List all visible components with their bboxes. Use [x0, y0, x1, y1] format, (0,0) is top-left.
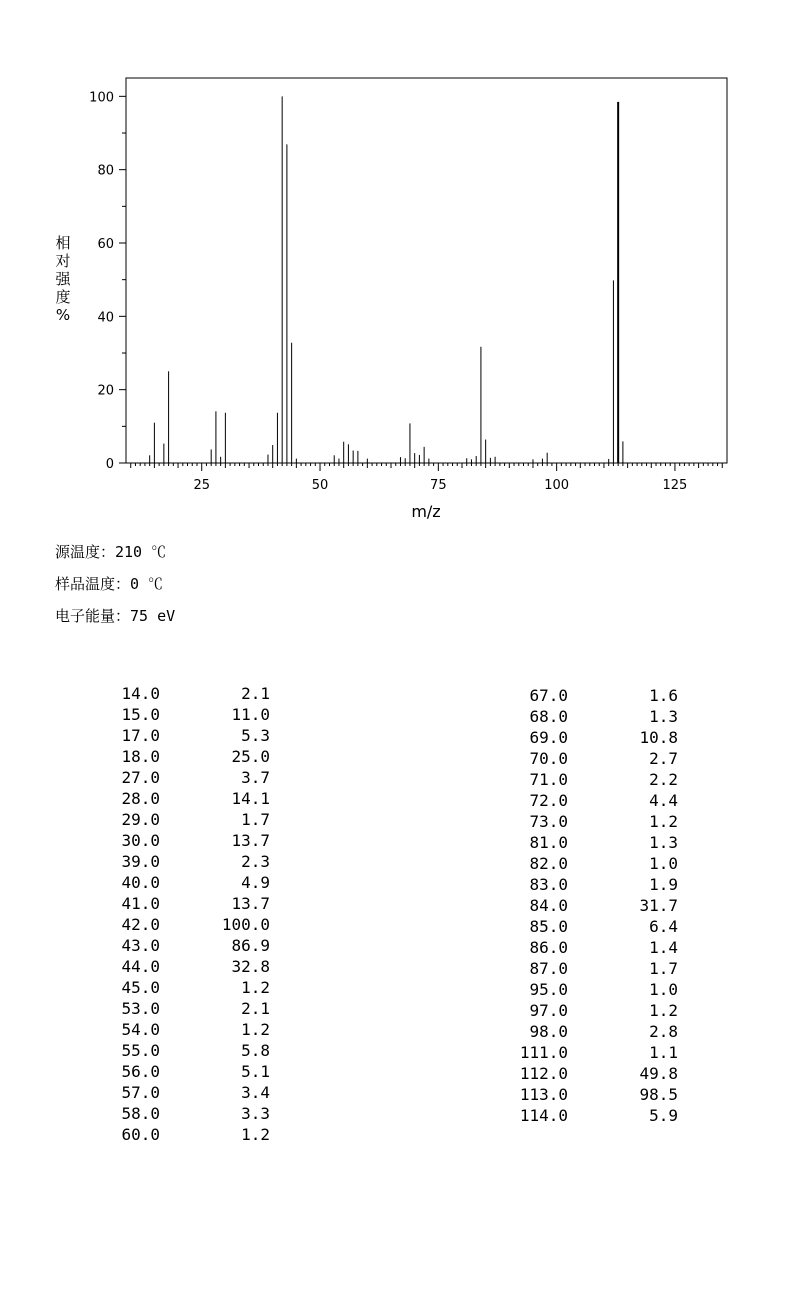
peak-bars [150, 96, 623, 463]
table-row [110, 767, 270, 788]
table-row [110, 746, 270, 767]
intensity-value: 13.7 [231, 894, 270, 913]
intensity-value: 1.2 [241, 1125, 270, 1144]
mz-value: 29.0 [121, 810, 160, 829]
intensity-value: 32.8 [231, 957, 270, 976]
intensity-value: 86.9 [231, 936, 270, 955]
mz-value: 54.0 [121, 1020, 160, 1039]
table-row [110, 893, 270, 914]
table-row [110, 1061, 270, 1082]
intensity-value: 3.7 [241, 768, 270, 787]
mz-value: 57.0 [121, 1083, 160, 1102]
mz-value: 28.0 [121, 789, 160, 808]
mz-value: 44.0 [121, 957, 160, 976]
mz-value: 71.0 [529, 770, 568, 789]
table-row [110, 956, 270, 977]
table-row [110, 1124, 270, 1145]
y-axis-label-char: % [55, 306, 71, 324]
mz-value: 73.0 [529, 812, 568, 831]
y-axis-label-char: 强 [55, 270, 71, 288]
source-temperature: 源温度：210 ℃ [55, 543, 167, 561]
intensity-value: 4.9 [241, 873, 270, 892]
intensity-value: 10.8 [639, 728, 678, 747]
intensity-value: 2.2 [649, 770, 678, 789]
intensity-value: 5.9 [649, 1106, 678, 1125]
y-axis-label [55, 234, 71, 324]
mz-value: 84.0 [529, 896, 568, 915]
intensity-value: 2.7 [649, 749, 678, 768]
table-row [110, 830, 270, 851]
mz-value: 113.0 [519, 1085, 568, 1104]
x-tick-label: 125 [662, 478, 688, 493]
table-row [110, 683, 270, 704]
y-tick-label: 100 [89, 90, 114, 106]
y-axis-label-char: 对 [55, 252, 71, 270]
table-row [110, 851, 270, 872]
mz-value: 14.0 [121, 684, 160, 703]
mz-value: 17.0 [121, 726, 160, 745]
y-axis-ticks [89, 90, 126, 472]
intensity-value: 3.4 [241, 1083, 270, 1102]
intensity-value: 6.4 [649, 917, 678, 936]
mz-value: 18.0 [121, 747, 160, 766]
y-tick-label: 20 [97, 383, 114, 399]
table-row [110, 788, 270, 809]
mz-value: 43.0 [121, 936, 160, 955]
table-row [518, 937, 678, 958]
intensity-value: 49.8 [639, 1064, 678, 1083]
table-row [110, 809, 270, 830]
table-row [110, 1082, 270, 1103]
table-row [518, 811, 678, 832]
intensity-value: 2.1 [241, 684, 270, 703]
x-tick-label: 25 [193, 478, 210, 493]
table-row [518, 748, 678, 769]
table-row [518, 874, 678, 895]
mz-value: 41.0 [121, 894, 160, 913]
mz-value: 55.0 [121, 1041, 160, 1060]
mz-value: 97.0 [529, 1001, 568, 1020]
y-axis-label-char: 度 [55, 288, 71, 306]
mz-value: 42.0 [121, 915, 160, 934]
mz-value: 98.0 [529, 1022, 568, 1041]
table-row [110, 914, 270, 935]
table-row [518, 769, 678, 790]
intensity-value: 31.7 [639, 896, 678, 915]
y-tick-label: 0 [105, 457, 114, 472]
table-row [110, 704, 270, 725]
intensity-value: 1.7 [241, 810, 270, 829]
mz-value: 53.0 [121, 999, 160, 1018]
table-row [518, 1021, 678, 1042]
y-tick-label: 40 [97, 310, 114, 326]
mz-value: 68.0 [529, 707, 568, 726]
table-row [110, 935, 270, 956]
table-row [110, 1103, 270, 1124]
mz-value: 85.0 [529, 917, 568, 936]
intensity-value: 2.8 [649, 1022, 678, 1041]
intensity-value: 1.4 [649, 938, 678, 957]
table-row [518, 1084, 678, 1105]
intensity-value: 98.5 [639, 1085, 678, 1104]
intensity-value: 1.2 [241, 978, 270, 997]
intensity-value: 25.0 [231, 747, 270, 766]
table-row [110, 725, 270, 746]
table-row [518, 832, 678, 853]
mz-value: 40.0 [121, 873, 160, 892]
y-tick-label: 60 [97, 237, 114, 252]
mz-value: 114.0 [519, 1106, 568, 1125]
table-row [518, 1000, 678, 1021]
intensity-value: 1.6 [649, 686, 678, 705]
intensity-value: 11.0 [231, 705, 270, 724]
table-row [518, 790, 678, 811]
x-tick-label: 75 [430, 478, 447, 493]
intensity-value: 1.2 [241, 1020, 270, 1039]
mz-value: 111.0 [519, 1043, 568, 1062]
mz-value: 67.0 [529, 686, 568, 705]
table-row [518, 979, 678, 1000]
table-row [518, 895, 678, 916]
table-row [518, 1063, 678, 1084]
sample-temperature: 样品温度：0 ℃ [55, 575, 164, 593]
electron-energy: 电子能量：75 eV [55, 607, 176, 625]
y-tick-label: 80 [97, 163, 114, 179]
intensity-value: 1.1 [649, 1043, 678, 1062]
intensity-value: 14.1 [231, 789, 270, 808]
x-tick-label: 50 [311, 478, 329, 493]
mz-value: 56.0 [121, 1062, 160, 1081]
table-row [518, 853, 678, 874]
intensity-value: 5.8 [241, 1041, 270, 1060]
plot-frame [126, 78, 727, 463]
x-axis-label: m/z [411, 502, 441, 521]
mz-value: 45.0 [121, 978, 160, 997]
table-row [110, 1040, 270, 1061]
table-row [110, 998, 270, 1019]
table-row [518, 685, 678, 706]
table-row [518, 1105, 678, 1126]
intensity-value: 100.0 [221, 915, 270, 934]
mz-value: 72.0 [529, 791, 568, 810]
peak-table-left [110, 683, 270, 1145]
mz-value: 112.0 [519, 1064, 568, 1083]
intensity-value: 1.3 [649, 707, 678, 726]
mz-value: 83.0 [529, 875, 568, 894]
intensity-value: 2.1 [241, 999, 270, 1018]
intensity-value: 3.3 [241, 1104, 270, 1123]
x-tick-label: 100 [544, 478, 570, 493]
mass-spectrum-chart [0, 0, 794, 530]
mz-value: 70.0 [529, 749, 568, 768]
table-row [110, 1019, 270, 1040]
intensity-value: 13.7 [231, 831, 270, 850]
mz-value: 82.0 [529, 854, 568, 873]
mz-value: 87.0 [529, 959, 568, 978]
mz-value: 86.0 [529, 938, 568, 957]
intensity-value: 5.1 [241, 1062, 270, 1081]
table-row [518, 916, 678, 937]
table-row [110, 872, 270, 893]
intensity-value: 1.7 [649, 959, 678, 978]
mz-value: 27.0 [121, 768, 160, 787]
x-axis-ticks [131, 463, 723, 493]
mz-value: 60.0 [121, 1125, 160, 1144]
mz-value: 81.0 [529, 833, 568, 852]
intensity-value: 1.2 [649, 1001, 678, 1020]
table-row [518, 727, 678, 748]
mz-value: 95.0 [529, 980, 568, 999]
mz-value: 30.0 [121, 831, 160, 850]
intensity-value: 5.3 [241, 726, 270, 745]
intensity-value: 1.0 [649, 854, 678, 873]
mz-value: 69.0 [529, 728, 568, 747]
mz-value: 39.0 [121, 852, 160, 871]
intensity-value: 4.4 [649, 791, 678, 810]
table-row [518, 706, 678, 727]
table-row [110, 977, 270, 998]
intensity-value: 1.3 [649, 833, 678, 852]
intensity-value: 2.3 [241, 852, 270, 871]
intensity-value: 1.0 [649, 980, 678, 999]
intensity-value: 1.2 [649, 812, 678, 831]
mz-value: 15.0 [121, 705, 160, 724]
peak-table-right [518, 685, 678, 1126]
mz-value: 58.0 [121, 1104, 160, 1123]
y-axis-label-char: 相 [55, 234, 71, 252]
table-row [518, 958, 678, 979]
table-row [518, 1042, 678, 1063]
intensity-value: 1.9 [649, 875, 678, 894]
